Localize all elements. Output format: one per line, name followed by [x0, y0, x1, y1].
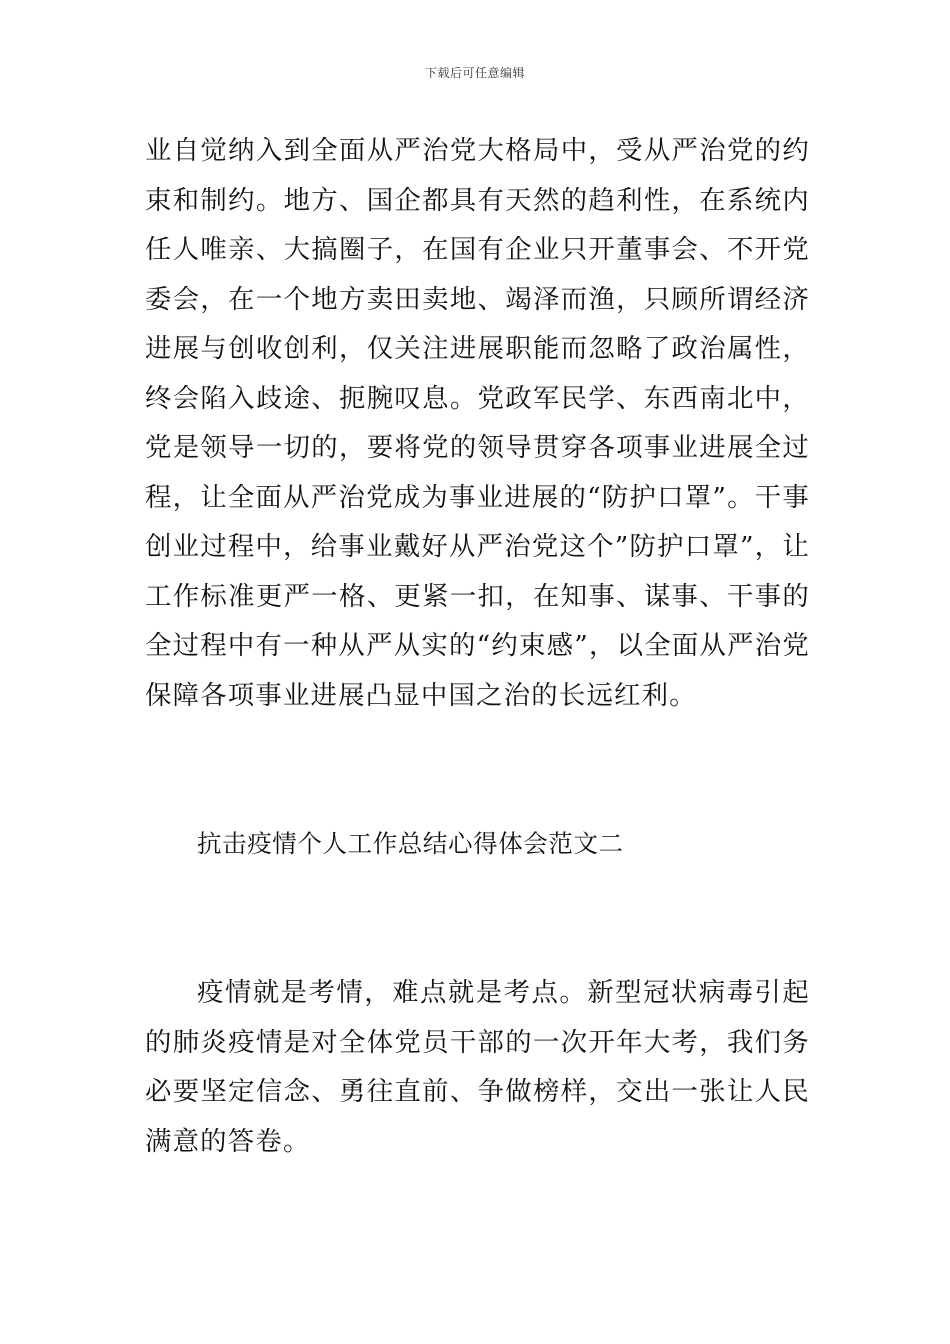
document-body [145, 126, 810, 1166]
paragraph-intro: 疫情就是考情，难点就是考点。新型冠状病毒引起的肺炎疫情是对全体党员干部的一次开年大考，我们务必要坚定信念、勇往直前、争做榜样，交出一张让人民满意的答卷。 [145, 977, 810, 1157]
page-header: 下载后可任意编辑 [424, 66, 525, 80]
section-title: 抗击疫情个人工作总结心得体会范文二 [197, 829, 624, 858]
paragraph-continued: 业自觉纳入到全面从严治党大格局中，受从严治党的约束和制约。地方、国企都具有天然的趋利性，在系统内任人唯亲、大搞圈子，在国有企业只开董事会、不开党委会，在一个地方卖田卖地、竭泽而渔，只顾所谓经济进展与创收创利，仅关注进展职能而忽略了政治属性，终会陷入歧途、扼腕叹息。党政军民学、东西南北中，党是领导一切的，要将党的领导贯穿各项事业进展全过程，让全面从严治党成为事业进展的“防护口罩”。干事创业过程中，给事业戴好从严治党这个”防护口罩”，让工作标准更严一格、更紧一扣，在知事、谋事、干事的全过程中有一种从严从实的“约束感”，以全面从严治党保障各项事业进展凸显中国之治的长远红利。 [145, 135, 810, 711]
